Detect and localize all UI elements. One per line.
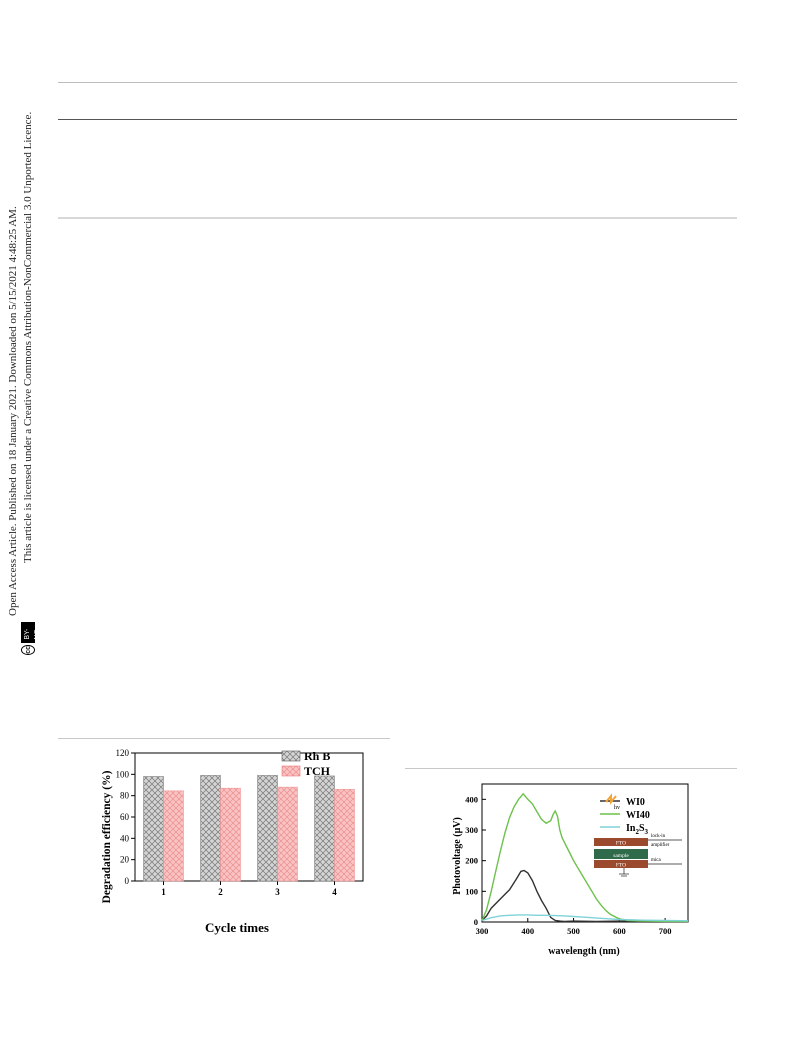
section-rule (58, 217, 737, 219)
bar-x-tick-label: 3 (275, 887, 280, 897)
inset-label: mica (651, 858, 661, 863)
line-x-tick-label: 600 (612, 926, 626, 936)
bar-y-tick-label: 20 (120, 854, 129, 865)
inset-label: lock-in (651, 834, 666, 839)
line-y-tick-label: 200 (465, 855, 478, 866)
bar-tch (164, 791, 184, 881)
cc-license-badge[interactable] (21, 622, 41, 655)
line-y-tick-label: 400 (465, 794, 478, 805)
photovoltage-line-chart (448, 776, 693, 958)
line-legend-label: $In_2S_3$ (626, 823, 649, 836)
bar-y-tick-label: 80 (120, 790, 129, 801)
bar-rhb (201, 775, 221, 881)
bar-legend-swatch (282, 751, 300, 761)
bar-x-tick-label: 2 (218, 887, 223, 897)
bar-rhb (258, 775, 278, 881)
bar-y-tick-label: 120 (115, 748, 129, 758)
line-y-tick-label: 300 (465, 825, 478, 835)
line-x-tick-label: 400 (521, 926, 535, 936)
sidebar-line-1: Open Access Article. Published on 18 January 2021. Downloaded on 5/15/2021 4:48:25 AM. (7, 206, 19, 616)
line-x-tick-label: 300 (475, 926, 489, 936)
line-legend-label: WI0 (626, 797, 645, 808)
bar-rhb (144, 776, 164, 881)
by-nc-icon: BY-NC (21, 622, 35, 643)
header-rule-bottom (58, 119, 737, 120)
bar-legend-label: TCH (304, 764, 331, 778)
bar-rhb (315, 776, 335, 881)
bar-legend-label: Rh B (304, 749, 331, 763)
line-x-axis-label: wavelength (nm) (548, 946, 620, 957)
line-plot-frame (482, 784, 688, 922)
bar-y-tick-label: 40 (120, 833, 129, 844)
inset-label: amplifier (651, 843, 670, 848)
bar-legend-swatch (282, 766, 300, 776)
line-y-tick-label: 0 (473, 917, 478, 927)
line-y-axis-label: Photovoltage (μV) (452, 817, 463, 895)
inset-light-label: hv (614, 805, 620, 811)
bar-x-tick-label: 1 (161, 887, 166, 897)
line-x-tick-label: 500 (567, 926, 580, 936)
figure-rule-left (58, 738, 390, 739)
bar-tch (335, 789, 355, 881)
bar-tch (278, 787, 298, 881)
series-line-wi0 (482, 871, 688, 922)
line-x-tick-label: 700 (658, 926, 672, 936)
inset-layer-label: FTO (615, 862, 627, 869)
bar-y-axis-label: Degradation efficiency (%) (101, 770, 113, 904)
sidebar-line-2[interactable]: This article is licensed under a Creative Commons Attribution-NonCommercial 3.0 Unported Licence. (22, 111, 34, 563)
spv-setup-inset (594, 796, 682, 876)
line-y-tick-label: 100 (465, 886, 478, 897)
bar-tch (221, 788, 241, 881)
bar-x-axis-label: Cycle times (205, 920, 269, 935)
bar-y-tick-label: 60 (120, 812, 129, 822)
line-legend-label: WI40 (626, 810, 650, 821)
bar-y-tick-label: 100 (115, 769, 129, 780)
cc-icon: cc (21, 645, 35, 655)
inset-layer-label: FTO (615, 840, 627, 847)
degradation-bar-chart (95, 745, 395, 940)
inset-layer-label: sample (613, 853, 629, 859)
series-line-in2s3 (482, 915, 688, 921)
header-rule-top (58, 82, 737, 83)
figure-rule-right (405, 768, 737, 769)
bar-x-tick-label: 4 (332, 887, 337, 897)
bar-y-tick-label: 0 (124, 876, 129, 886)
